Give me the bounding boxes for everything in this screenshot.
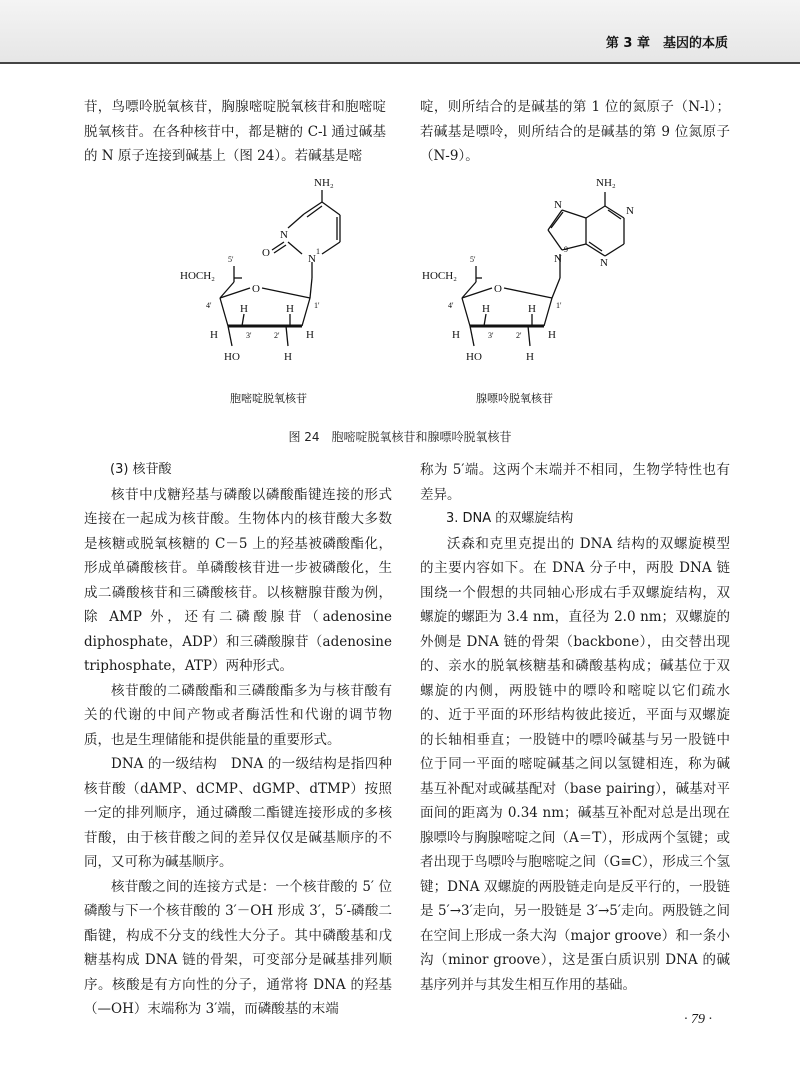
c5-prime-left: 5' (228, 255, 234, 264)
nh2-label-left: NH₂ (314, 177, 334, 189)
h-right-c: H (528, 303, 536, 315)
left-column (84, 458, 392, 1022)
c3-prime-left: 3' (246, 331, 252, 340)
h-left-e: H (284, 351, 292, 363)
section-heading-double-helix: 3. DNA 的双螺旋结构 (446, 511, 574, 526)
paragraph-left-1: 核苷中戊糖羟基与磷酸以磷酸酯键连接的形式连接在一起成为核苷酸。生物体内的核苷酸大多数是核糖或脱氧核糖的 C－5 上的羟基被磷酸酯化，形成单磷酸核苷。单磷酸核苷进一步被磷酸化，生成二磷酸核苷和三磷酸核苷。以核糖腺苷酸为例，除 AMP 外，还有二磷酸腺苷（adenosine diphosphate，ADP）和三磷酸腺苷（adenosine triphosphate，ATP）两种形式。 (84, 486, 392, 674)
ring-o-right: O (494, 283, 502, 295)
running-header (0, 0, 800, 64)
cytidine-name: 胞嘧啶脱氧核苷 (230, 393, 307, 405)
c1-prime-left: 1' (314, 301, 320, 310)
h-right-b: H (482, 303, 490, 315)
adenosine-structure (462, 192, 624, 346)
n9-label: N (554, 253, 562, 265)
adenosine-name: 腺嘌呤脱氧核苷 (476, 393, 553, 405)
nh2-label-right: NH₂ (596, 177, 616, 189)
chapter-title: 第 3 章 基因的本质 (605, 36, 728, 51)
n1-label-right: N (626, 205, 634, 217)
paragraph-right-1: 称为 5′端。这两个末端并不相同，生物学特性也有差异。 (420, 462, 730, 503)
h-left-b: H (240, 303, 248, 315)
h-right-e: H (526, 351, 534, 363)
c4-prime-left: 4' (206, 301, 212, 310)
n1-number: 1 (316, 247, 320, 256)
figure-24 (150, 170, 710, 410)
h-left-c: H (286, 303, 294, 315)
c2-prime-right: 2' (516, 331, 522, 340)
cytidine-structure (220, 190, 340, 346)
paragraph-top-left: 苷，鸟嘌呤脱氧核苷，胸腺嘧啶脱氧核苷和胞嘧啶脱氧核苷。在各种核苷中，都是糖的 C-l 通过碱基的 N 原子连接到碱基上（图 24）。若碱基是嘧 (84, 99, 386, 164)
c2-prime-left: 2' (274, 331, 280, 340)
section-heading-nucleotide: (3) 核苷酸 (110, 462, 172, 477)
c4-prime-right: 4' (448, 301, 454, 310)
paragraph-top-right: 啶，则所结合的是碱基的第 1 位的氮原子（N-l）；若碱基是嘌呤，则所结合的是碱基的第 9 位氮原子（N-9）。 (420, 99, 730, 164)
paragraph-right-2: 沃森和克里克提出的 DNA 结构的双螺旋模型的主要内容如下。在 DNA 分子中，两股 DNA 链围绕一个假想的共同轴心形成右手双螺旋结构，双螺旋的螺距为 3.4 nm，直径为 2.0 nm；双螺旋的外侧是 DNA 链的骨架（backbone），由交替出现的、亲水的脱氧核糖基和磷酸基构成；碱基位于双螺旋的内侧，两股链中的嘌呤和嘧啶以它们疏水的、近于平面的环形结构彼此接近，平面与双螺旋的长轴相垂直；一股链中的嘌呤碱基与另一股链中位于同一平面的嘧啶碱基之间以氢键相连，称为碱基互补配对或碱基配对（base pairing），碱基对平面间的距离为 0.34 nm；碱基互补配对总是出现在腺嘌呤与胸腺嘧啶之间（A＝T），形成两个氢键；或者出现于鸟嘌呤与胞嘧啶之间（G≡C），形成三个氢键；DNA 双螺旋的两股链走向是反平行的，一股链是 5′→3′走向，另一股链是 3′→5′走向。两股链之间在空间上形成一条大沟（major groove）和一条小沟（minor groove），这是蛋白质识别 DNA 的碱基序列并与其发生相互作用的基础。 (420, 535, 730, 993)
h-left-d: H (306, 329, 314, 341)
n3-label-left: N (280, 229, 288, 241)
paragraph-left-3: DNA 的一级结构 DNA 的一级结构是指四种核苷酸（dAMP、dCMP、dGMP、dTMP）按照一定的排列顺序，通过磷酸二酯键连接形成的多核苷酸，由于核苷酸之间的差异仅仅是碱基顺序的不同，又可称为碱基顺序。 (84, 756, 392, 870)
c5-prime-right: 5' (470, 255, 476, 264)
h-right-d: H (548, 329, 556, 341)
c3-prime-right: 3' (488, 331, 494, 340)
n1-label-left: N (308, 253, 316, 265)
h-right-a: H (452, 329, 460, 341)
figure-caption: 图 24 胞嘧啶脱氧核苷和腺嘌呤脱氧核苷 (288, 430, 512, 444)
page-number: · 79 · (684, 1012, 712, 1027)
top-right-column (420, 95, 730, 169)
hoch2-left: HOCH₂ (180, 270, 216, 282)
paragraph-left-4: 核苷酸之间的连接方式是：一个核苷酸的 5′ 位磷酸与下一个核苷酸的 3′－OH 形成 3′，5′-磷酸二酯键，构成不分支的线性大分子。其中磷酸基和戊糖基构成 DNA 链的骨架，可变部分是碱基排列顺序。核酸是有方向性的分子，通常将 DNA 的羟基（—OH）末端称为 3′端，而磷酸基的末端 (84, 878, 392, 1017)
hoch2-right: HOCH₂ (422, 270, 458, 282)
structure-diagram (150, 170, 710, 410)
paragraph-left-2: 核苷酸的二磷酸酯和三磷酸酯多为与核苷酸有关的代谢的中间产物或者酶活性和代谢的调节物质，也是生理储能和提供能量的重要形式。 (84, 682, 392, 748)
c1-prime-right: 1' (556, 301, 562, 310)
n9-number: 9 (564, 245, 568, 254)
n7-label: N (554, 199, 562, 211)
carbonyl-o-left: O (262, 247, 270, 259)
n3-label-right: N (600, 257, 608, 269)
right-column (420, 458, 730, 997)
top-left-column (84, 95, 386, 169)
ring-o-left: O (252, 283, 260, 295)
h-left-a: H (210, 329, 218, 341)
ho-right: HO (466, 351, 482, 363)
ho-left: HO (224, 351, 240, 363)
